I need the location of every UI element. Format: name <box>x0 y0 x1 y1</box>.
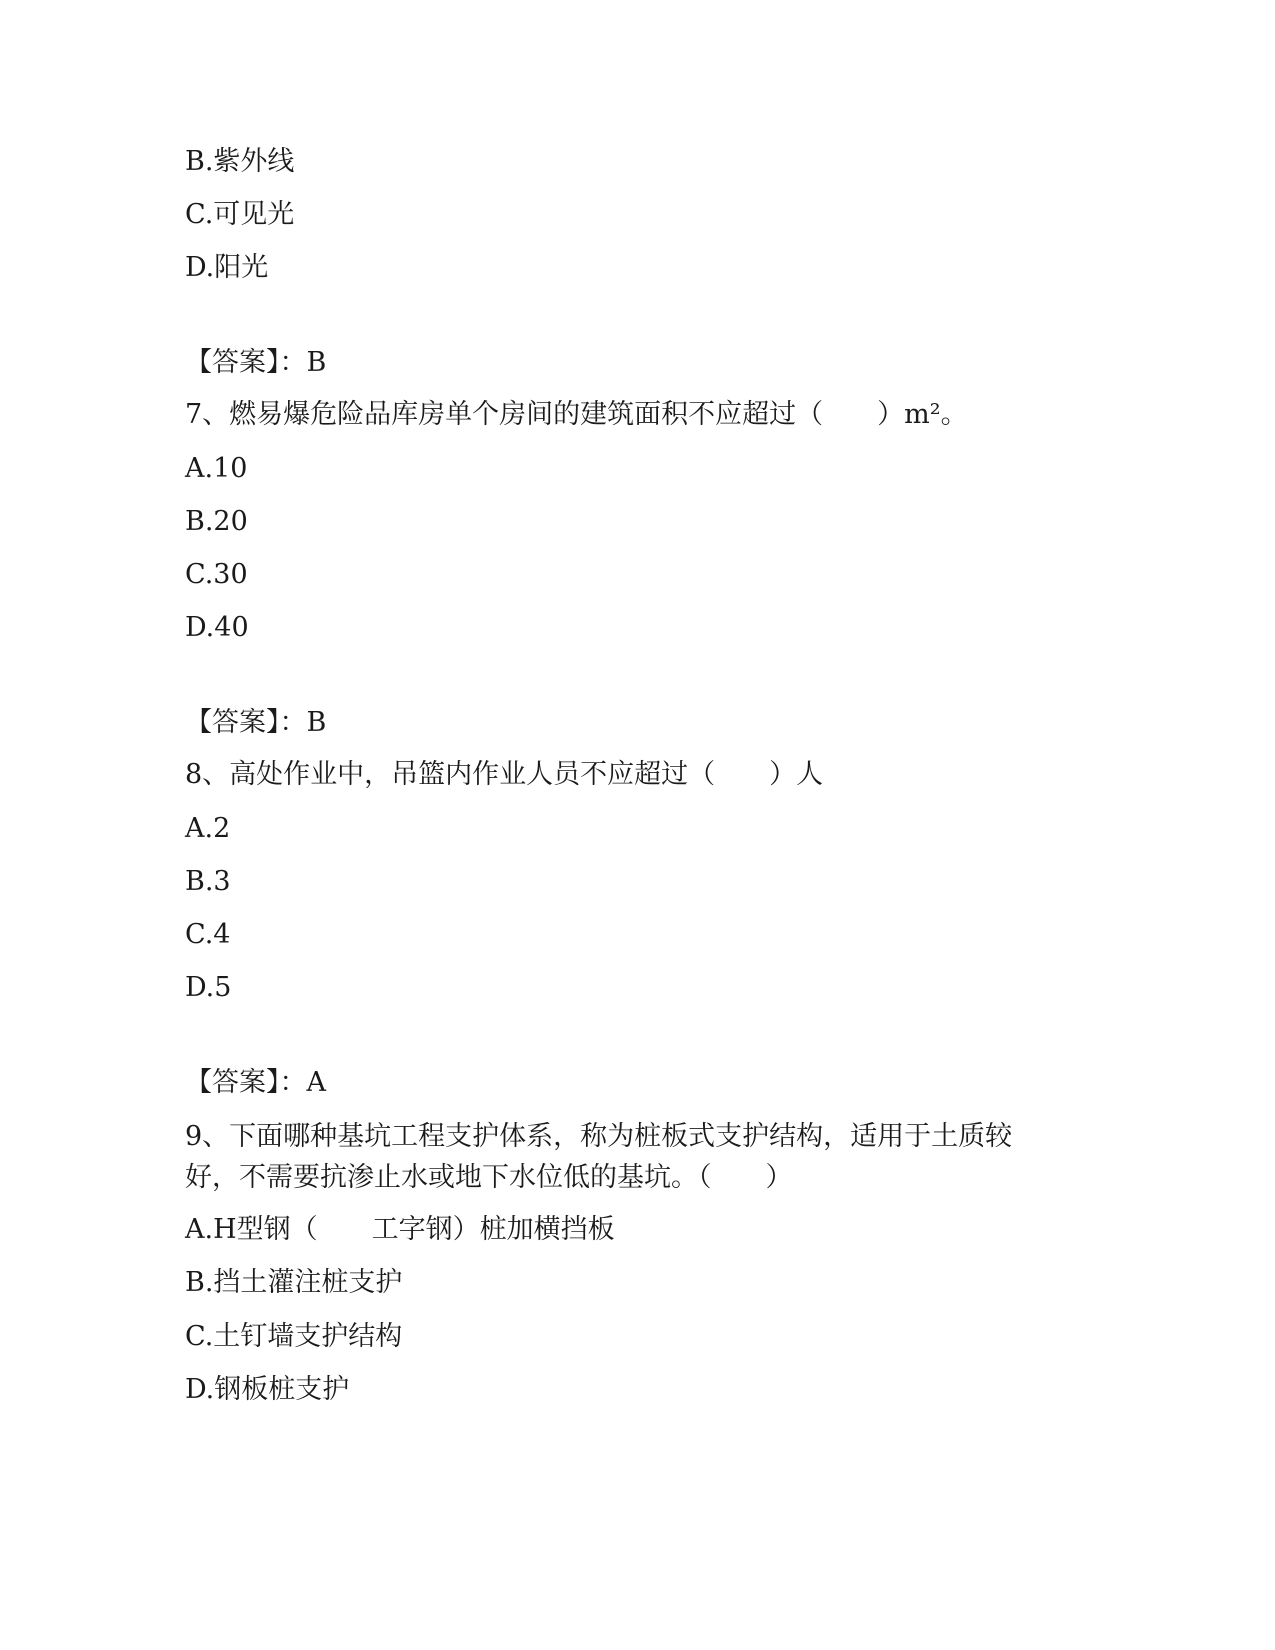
q8-option-b: B.3 <box>185 866 231 897</box>
q6-option-c: C.可见光 <box>185 199 295 230</box>
q8-option-a: A.2 <box>185 813 231 844</box>
q8-option-d: D.5 <box>185 972 232 1003</box>
q6-option-b: B.紫外线 <box>185 146 295 177</box>
q7-option-d: D.40 <box>185 612 249 643</box>
q9-option-b: B.挡土灌注桩支护 <box>185 1267 403 1298</box>
q8-answer: 【答案】：A <box>185 1067 326 1098</box>
q7-answer: 【答案】：B <box>185 707 327 738</box>
q7-stem: 7、燃易爆危险品库房单个房间的建筑面积不应超过（ ）m²。 <box>185 399 968 430</box>
q9-stem-line-2: 好，不需要抗渗止水或地下水位低的基坑。（ ） <box>185 1162 793 1193</box>
q9-option-c: C.土钉墙支护结构 <box>185 1321 403 1352</box>
q6-option-d: D.阳光 <box>185 252 269 283</box>
q7-option-b: B.20 <box>185 506 248 537</box>
q9-option-d: D.钢板桩支护 <box>185 1374 350 1405</box>
q9-option-a: A.H型钢（ 工字钢）桩加横挡板 <box>185 1214 615 1245</box>
q6-answer: 【答案】：B <box>185 347 327 378</box>
q8-option-c: C.4 <box>185 919 231 950</box>
q7-option-c: C.30 <box>185 559 248 590</box>
q7-option-a: A.10 <box>185 453 248 484</box>
q9-stem-line-1: 9、下面哪种基坑工程支护体系，称为桩板式支护结构，适用于土质较 <box>185 1121 1013 1152</box>
document-page <box>185 0 1085 1650</box>
q8-stem: 8、高处作业中，吊篮内作业人员不应超过（ ）人 <box>185 759 824 790</box>
